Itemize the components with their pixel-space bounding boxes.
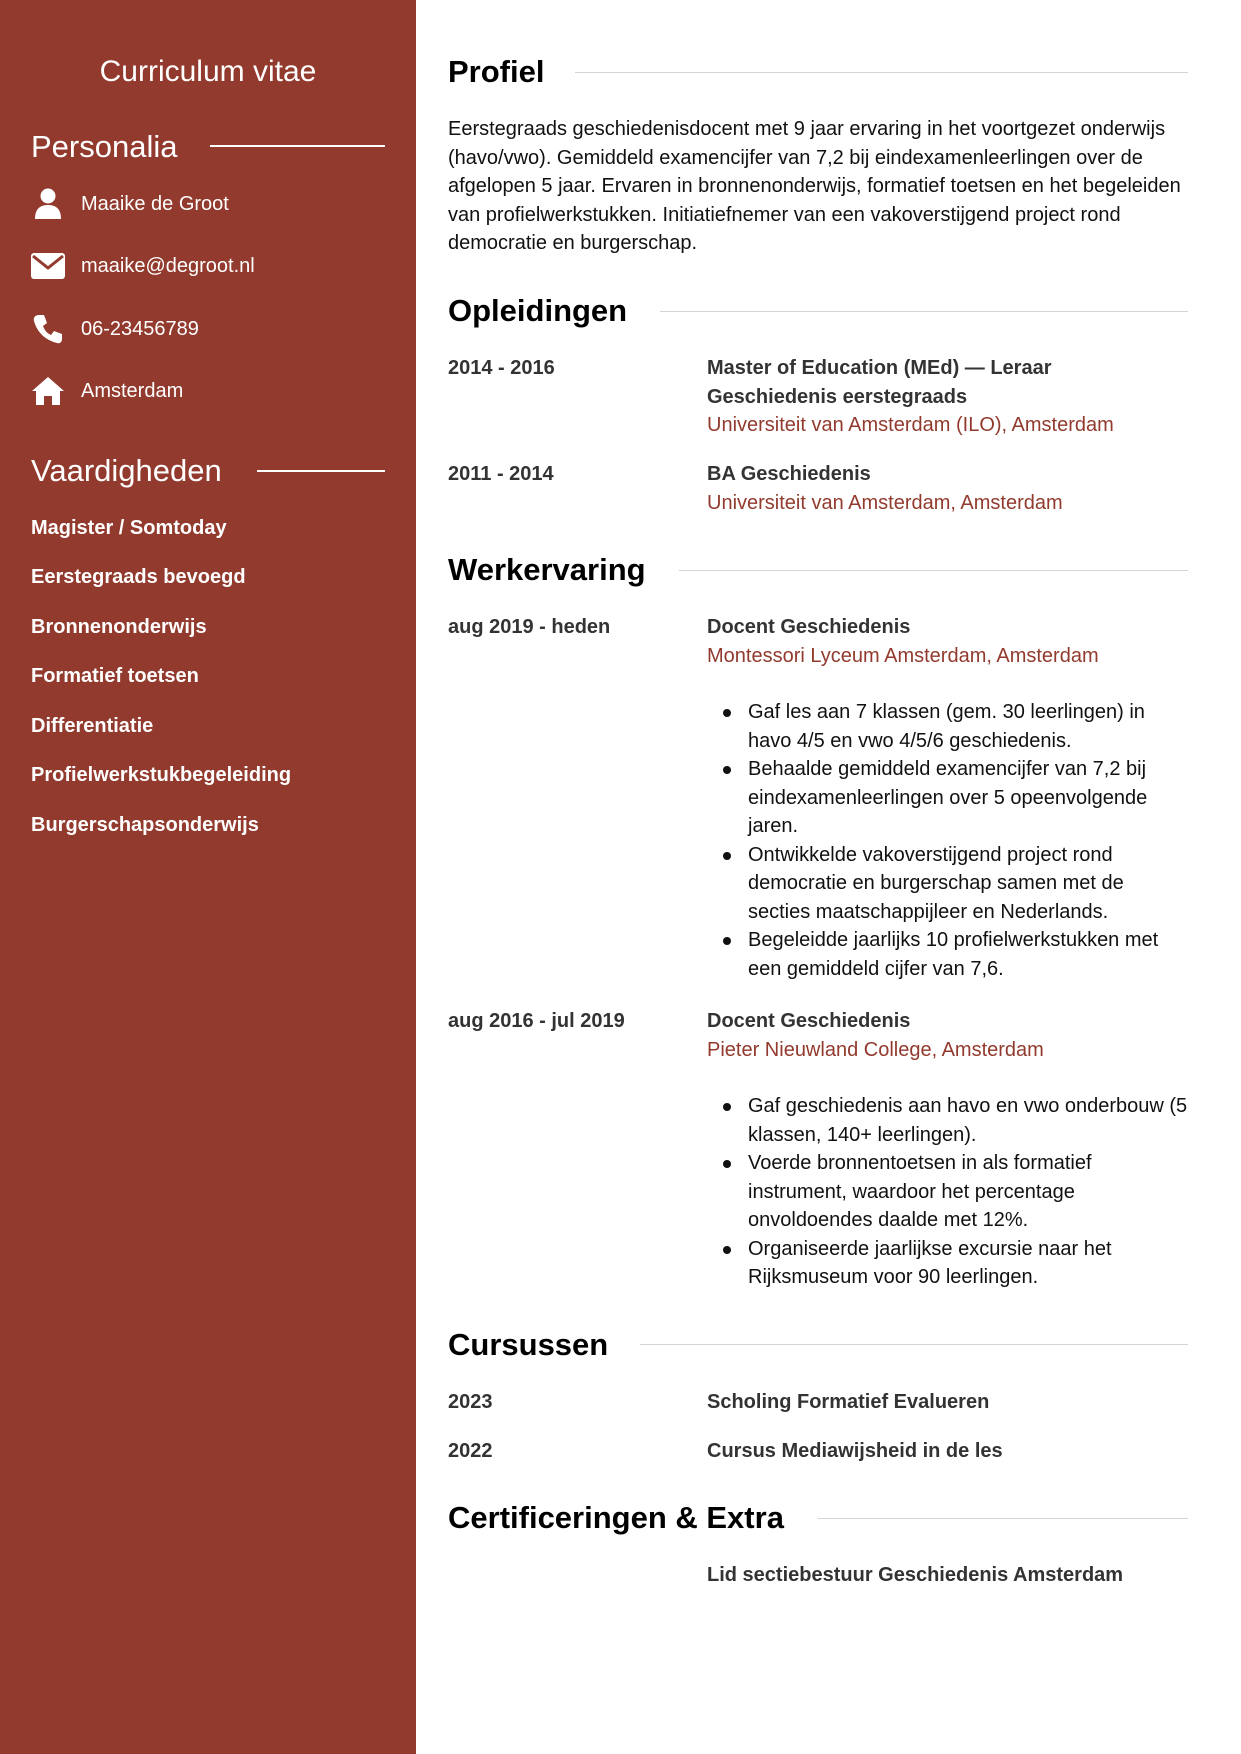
courses-heading: Cursussen bbox=[448, 1327, 609, 1362]
bullet-item: Gaf les aan 7 klassen (gem. 30 leerlingen) in havo 4/5 en vwo 4/5/6 geschiedenis. bbox=[748, 698, 1188, 755]
course-entry bbox=[707, 1437, 1188, 1466]
contact-name-row bbox=[31, 184, 229, 224]
education-divider bbox=[660, 311, 1188, 312]
experience-org: Montessori Lyceum Amsterdam, Amsterdam bbox=[707, 644, 1099, 667]
contact-phone-row[interactable] bbox=[31, 309, 199, 349]
user-icon bbox=[31, 187, 65, 221]
skill-item: Differentiatie bbox=[31, 715, 154, 737]
course-date: 2023 bbox=[448, 1391, 493, 1413]
certifications-divider bbox=[818, 1518, 1188, 1519]
experience-bullets bbox=[707, 1092, 1188, 1292]
experience-bullets bbox=[707, 698, 1188, 983]
course-title: Scholing Formatief Evalueren bbox=[707, 1391, 990, 1413]
bullet-item: Ontwikkelde vakoverstijgend project rond democratie en burgerschap samen met de secties maatschappijleer en Nederlands. bbox=[748, 841, 1188, 927]
bullet-item: Begeleidde jaarlijks 10 profielwerkstukken met een gemiddeld cijfer van 7,6. bbox=[748, 926, 1188, 983]
education-org: Universiteit van Amsterdam (ILO), Amsterdam bbox=[707, 414, 1114, 436]
bullet-item: Behaalde gemiddeld examencijfer van 7,2 bij eindexamenleerlingen over 5 opeenvolgende jaren. bbox=[748, 755, 1188, 841]
phone-icon bbox=[31, 312, 65, 346]
education-title: Master of Education (MEd) — Leraar Geschiedenis eerstegraads bbox=[707, 357, 1052, 408]
personalia-divider bbox=[210, 145, 385, 147]
cv-title: Curriculum vitae bbox=[99, 55, 317, 88]
education-entry bbox=[707, 354, 1188, 440]
skills-divider bbox=[257, 470, 385, 472]
contact-location-row bbox=[31, 371, 183, 411]
home-icon bbox=[31, 374, 65, 408]
course-date: 2022 bbox=[448, 1440, 493, 1462]
skills-heading: Vaardigheden bbox=[31, 453, 222, 488]
experience-heading: Werkervaring bbox=[448, 552, 646, 587]
certifications-heading: Certificeringen & Extra bbox=[448, 1500, 784, 1535]
certification-title: Lid sectiebestuur Geschiedenis Amsterdam bbox=[707, 1564, 1124, 1586]
education-heading: Opleidingen bbox=[448, 293, 628, 328]
bullet-item: Gaf geschiedenis aan havo en vwo onderbouw (5 klassen, 140+ leerlingen). bbox=[748, 1092, 1188, 1149]
experience-entry bbox=[707, 1007, 1188, 1292]
skill-item: Eerstegraads bevoegd bbox=[31, 566, 246, 588]
experience-divider bbox=[679, 570, 1188, 571]
profile-divider bbox=[575, 72, 1188, 73]
courses-divider bbox=[640, 1344, 1188, 1345]
course-entry bbox=[707, 1388, 1188, 1417]
envelope-icon bbox=[31, 249, 65, 283]
skill-item: Profielwerkstukbegeleiding bbox=[31, 764, 292, 786]
course-title: Cursus Mediawijsheid in de les bbox=[707, 1440, 1003, 1462]
experience-date: aug 2019 - heden bbox=[448, 616, 611, 638]
skill-item: Bronnenonderwijs bbox=[31, 616, 207, 638]
main-content bbox=[448, 0, 1188, 1754]
contact-phone[interactable]: 06-23456789 bbox=[81, 318, 199, 340]
certification-entry bbox=[707, 1561, 1188, 1590]
experience-entry bbox=[707, 613, 1188, 983]
profile-text: Eerstegraads geschiedenisdocent met 9 jaar ervaring in het voortgezet onderwijs (havo/vwo). Gemiddeld examencijfer van 7,2 bij eindexamenleerlingen over de afgelopen 5 jaar. Ervaren in bronnenonderwijs, formatief toetsen en het begeleiden van profielwerkstukken. Initiatiefnemer van een vakoverstijgend project rond democratie en burgerschap. bbox=[448, 118, 1181, 254]
skill-item: Burgerschapsonderwijs bbox=[31, 814, 259, 836]
sidebar bbox=[0, 0, 416, 1754]
skill-item: Formatief toetsen bbox=[31, 665, 199, 687]
personalia-heading: Personalia bbox=[31, 129, 178, 164]
education-date: 2011 - 2014 bbox=[448, 463, 554, 485]
education-title: BA Geschiedenis bbox=[707, 463, 871, 485]
bullet-item: Organiseerde jaarlijkse excursie naar het Rijksmuseum voor 90 leerlingen. bbox=[748, 1235, 1188, 1292]
education-org: Universiteit van Amsterdam, Amsterdam bbox=[707, 491, 1063, 514]
profile-heading: Profiel bbox=[448, 54, 545, 89]
skill-item: Magister / Somtoday bbox=[31, 517, 227, 539]
contact-name: Maaike de Groot bbox=[81, 193, 229, 215]
education-date: 2014 - 2016 bbox=[448, 357, 555, 379]
contact-location: Amsterdam bbox=[81, 380, 184, 402]
bullet-item: Voerde bronnentoetsen in als formatief instrument, waardoor het percentage onvoldoendes daalde met 12%. bbox=[748, 1149, 1188, 1235]
experience-title: Docent Geschiedenis bbox=[707, 1010, 911, 1032]
experience-date: aug 2016 - jul 2019 bbox=[448, 1010, 625, 1032]
experience-title: Docent Geschiedenis bbox=[707, 616, 911, 638]
education-entry bbox=[707, 460, 1188, 517]
contact-email[interactable]: maaike@degroot.nl bbox=[81, 255, 255, 277]
experience-org: Pieter Nieuwland College, Amsterdam bbox=[707, 1038, 1044, 1061]
contact-email-row[interactable] bbox=[31, 246, 255, 286]
